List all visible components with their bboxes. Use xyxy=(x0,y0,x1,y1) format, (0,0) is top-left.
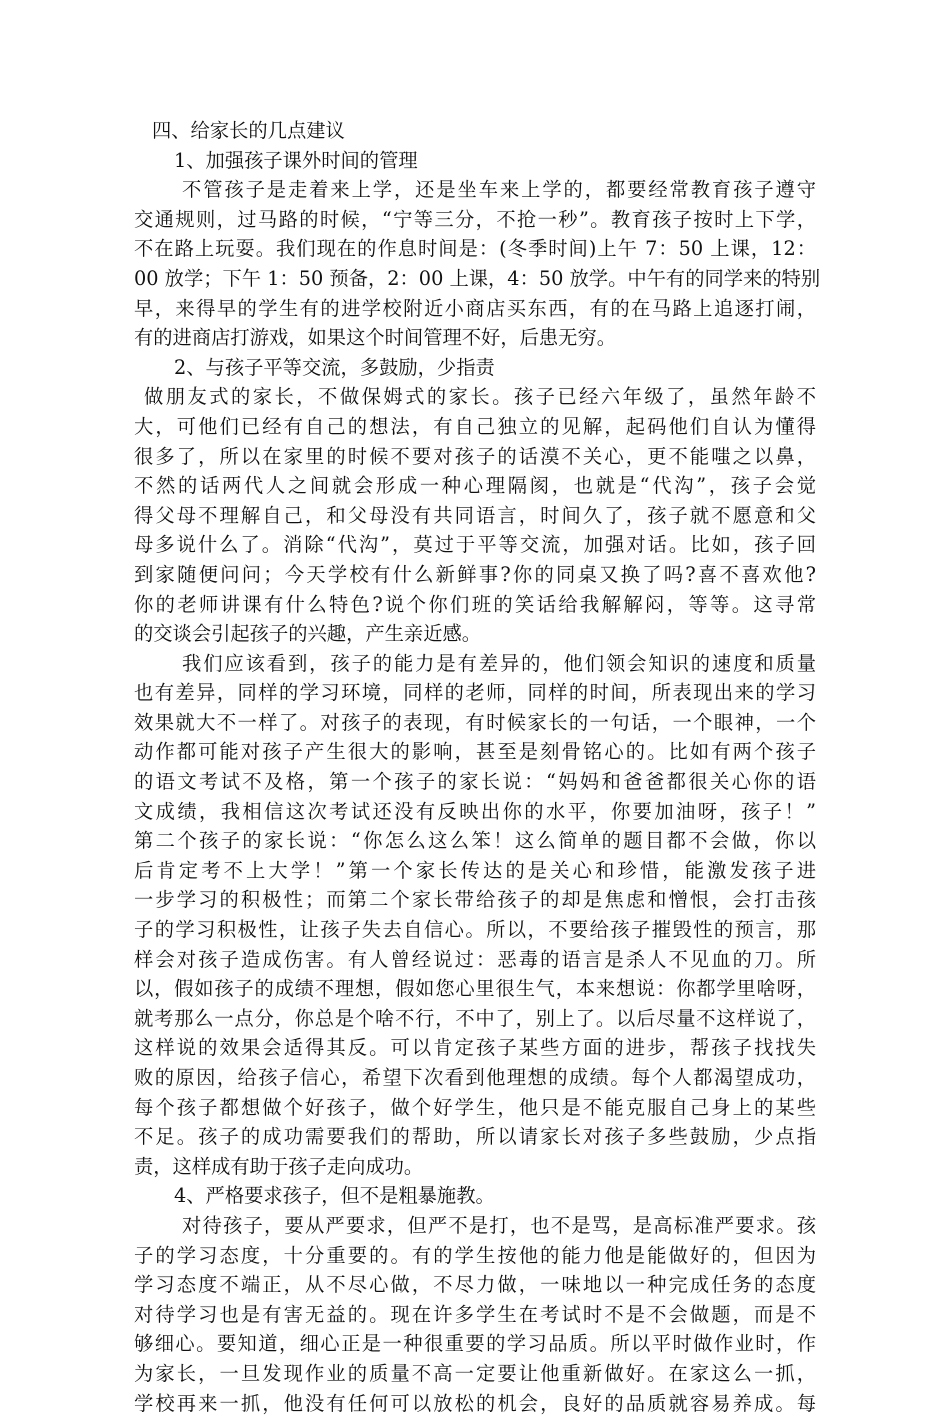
paragraph-line: 就考那么一点分，你总是个啥不行，不中了，别上了。以后尽量不这样说了， xyxy=(134,1006,816,1030)
paragraph-line: 有的进商店打游戏，如果这个时间管理不好，后患无穷。 xyxy=(134,326,617,350)
paragraph-line: 早，来得早的学生有的进学校附近小商店买东西，有的在马路上追逐打闹， xyxy=(134,296,816,320)
paragraph-line: 败的原因，给孩子信心，希望下次看到他理想的成绩。每个人都渴望成功， xyxy=(134,1066,816,1089)
paragraph-line: 为家长，一旦发现作业的质量不高一定要让他重新做好。在家这么一抓， xyxy=(134,1361,816,1385)
paragraph-line: 的交谈会引起孩子的兴趣，产生亲近感。 xyxy=(134,622,482,646)
document-body xyxy=(134,116,821,1418)
paragraph-line: 我们应该看到，孩子的能力是有差异的，他们领会知识的速度和质量 xyxy=(182,651,816,675)
paragraph-line: 第二个孩子的家长说：“你怎么这么笨！这么简单的题目都不会做，你以 xyxy=(134,829,816,853)
paragraph-line: 一步学习的积极性；而第二个家长带给孩子的却是焦虑和憎恨，会打击孩 xyxy=(134,888,816,912)
paragraph-line: 不管孩子是走着来上学，还是坐车来上学的，都要经常教育孩子遵守 xyxy=(182,178,816,202)
paragraph-line: 文成绩，我相信这次考试还没有反映出你的水平，你要加油呀，孩子！” xyxy=(134,799,816,823)
paragraph-line: 到家随便问问；今天学校有什么新鲜事?你的同桌又换了吗?喜不喜欢他? xyxy=(134,562,816,586)
paragraph-line: 够细心。要知道，细心正是一种很重要的学习品质。所以平时做作业时，作 xyxy=(134,1332,816,1356)
paragraph-line: 00 放学；下午 1：50 预备，2：00 上课，4：50 放学。中午有的同学来的特别 xyxy=(134,266,821,290)
paragraph-line: 对待孩子，要从严要求，但严不是打，也不是骂，是高标准严要求。孩 xyxy=(182,1213,816,1237)
paragraph-line: 子的学习态度，十分重要的。有的学生按他的能力他是能做好的，但因为 xyxy=(134,1243,816,1267)
paragraph-line: 动作都可能对孩子产生很大的影响，甚至是刻骨铭心的。比如有两个孩子 xyxy=(134,740,816,764)
paragraph-line: 交通规则，过马路的时候，“宁等三分，不抢一秒”。教育孩子按时上下学， xyxy=(134,207,816,231)
subsection-heading: 2、与孩子平等交流，多鼓励，少指责 xyxy=(174,355,495,379)
paragraph-line: 效果就大不一样了。对孩子的表现，有时候家长的一句话，一个眼神，一个 xyxy=(134,710,816,734)
paragraph-line: 得父母不理解自己，和父母没有共同语言，时间久了，孩子就不愿意和父 xyxy=(134,503,816,527)
paragraph-line: 子的学习积极性，让孩子失去自信心。所以，不要给孩子摧毁性的预言，那 xyxy=(134,918,816,942)
paragraph-line: 这样说的效果会适得其反。可以肯定孩子某些方面的进步，帮孩子找找失 xyxy=(134,1036,816,1060)
section-heading: 四、给家长的几点建议 xyxy=(152,119,345,142)
paragraph-line: 学校再来一抓，他没有任何可以放松的机会，良好的品质就容易养成。每 xyxy=(134,1391,816,1415)
paragraph-line: 不在路上玩耍。我们现在的作息时间是：(冬季时间)上午 7：50 上课，12： xyxy=(134,237,816,261)
paragraph-line: 你的老师讲课有什么特色?说个你们班的笑话给我解解闷，等等。这寻常 xyxy=(134,592,816,616)
paragraph-line: 大，可他们已经有自己的想法，有自己独立的见解，起码他们自认为懂得 xyxy=(134,414,816,438)
paragraph-line: 每个孩子都想做个好孩子，做个好学生，他只是不能克服自己身上的某些 xyxy=(134,1095,816,1119)
paragraph-line: 样会对孩子造成伤害。有人曾经说过：恶毒的语言是杀人不见血的刀。所 xyxy=(134,947,816,971)
paragraph-line: 也有差异，同样的学习环境，同样的老师，同样的时间，所表现出来的学习 xyxy=(134,681,816,705)
paragraph-line: 以，假如孩子的成绩不理想，假如您心里很生气，本来想说：你都学里啥呀， xyxy=(134,977,816,1001)
paragraph-line: 对待学习也是有害无益的。现在许多学生在考试时不是不会做题，而是不 xyxy=(134,1302,816,1326)
paragraph-line: 的语文考试不及格，第一个孩子的家长说：“妈妈和爸爸都很关心你的语 xyxy=(134,770,816,794)
paragraph-line: 不然的话两代人之间就会形成一种心理隔阂，也就是“代沟”，孩子会觉 xyxy=(134,474,816,498)
paragraph-line: 责，这样成有助于孩子走向成功。 xyxy=(134,1154,424,1178)
subsection-heading: 1、加强孩子课外时间的管理 xyxy=(174,148,418,172)
paragraph-line: 后肯定考不上大学！”第一个家长传达的是关心和珍惜，能激发孩子进 xyxy=(134,858,816,882)
paragraph-line: 很多了，所以在家里的时候不要对孩子的话漠不关心，更不能嗤之以鼻， xyxy=(134,444,816,468)
subsection-heading: 4、严格要求孩子，但不是粗暴施教。 xyxy=(174,1184,495,1208)
paragraph-line: 做朋友式的家长，不做保姆式的家长。孩子已经六年级了，虽然年龄不 xyxy=(144,385,816,409)
paragraph-line: 学习态度不端正，从不尽心做，不尽力做，一味地以一种完成任务的态度 xyxy=(134,1273,816,1297)
paragraph-line: 不足。孩子的成功需要我们的帮助，所以请家长对孩子多些鼓励，少点指 xyxy=(134,1125,816,1149)
paragraph-line: 母多说什么了。消除“代沟”，莫过于平等交流，加强对话。比如，孩子回 xyxy=(134,533,816,557)
